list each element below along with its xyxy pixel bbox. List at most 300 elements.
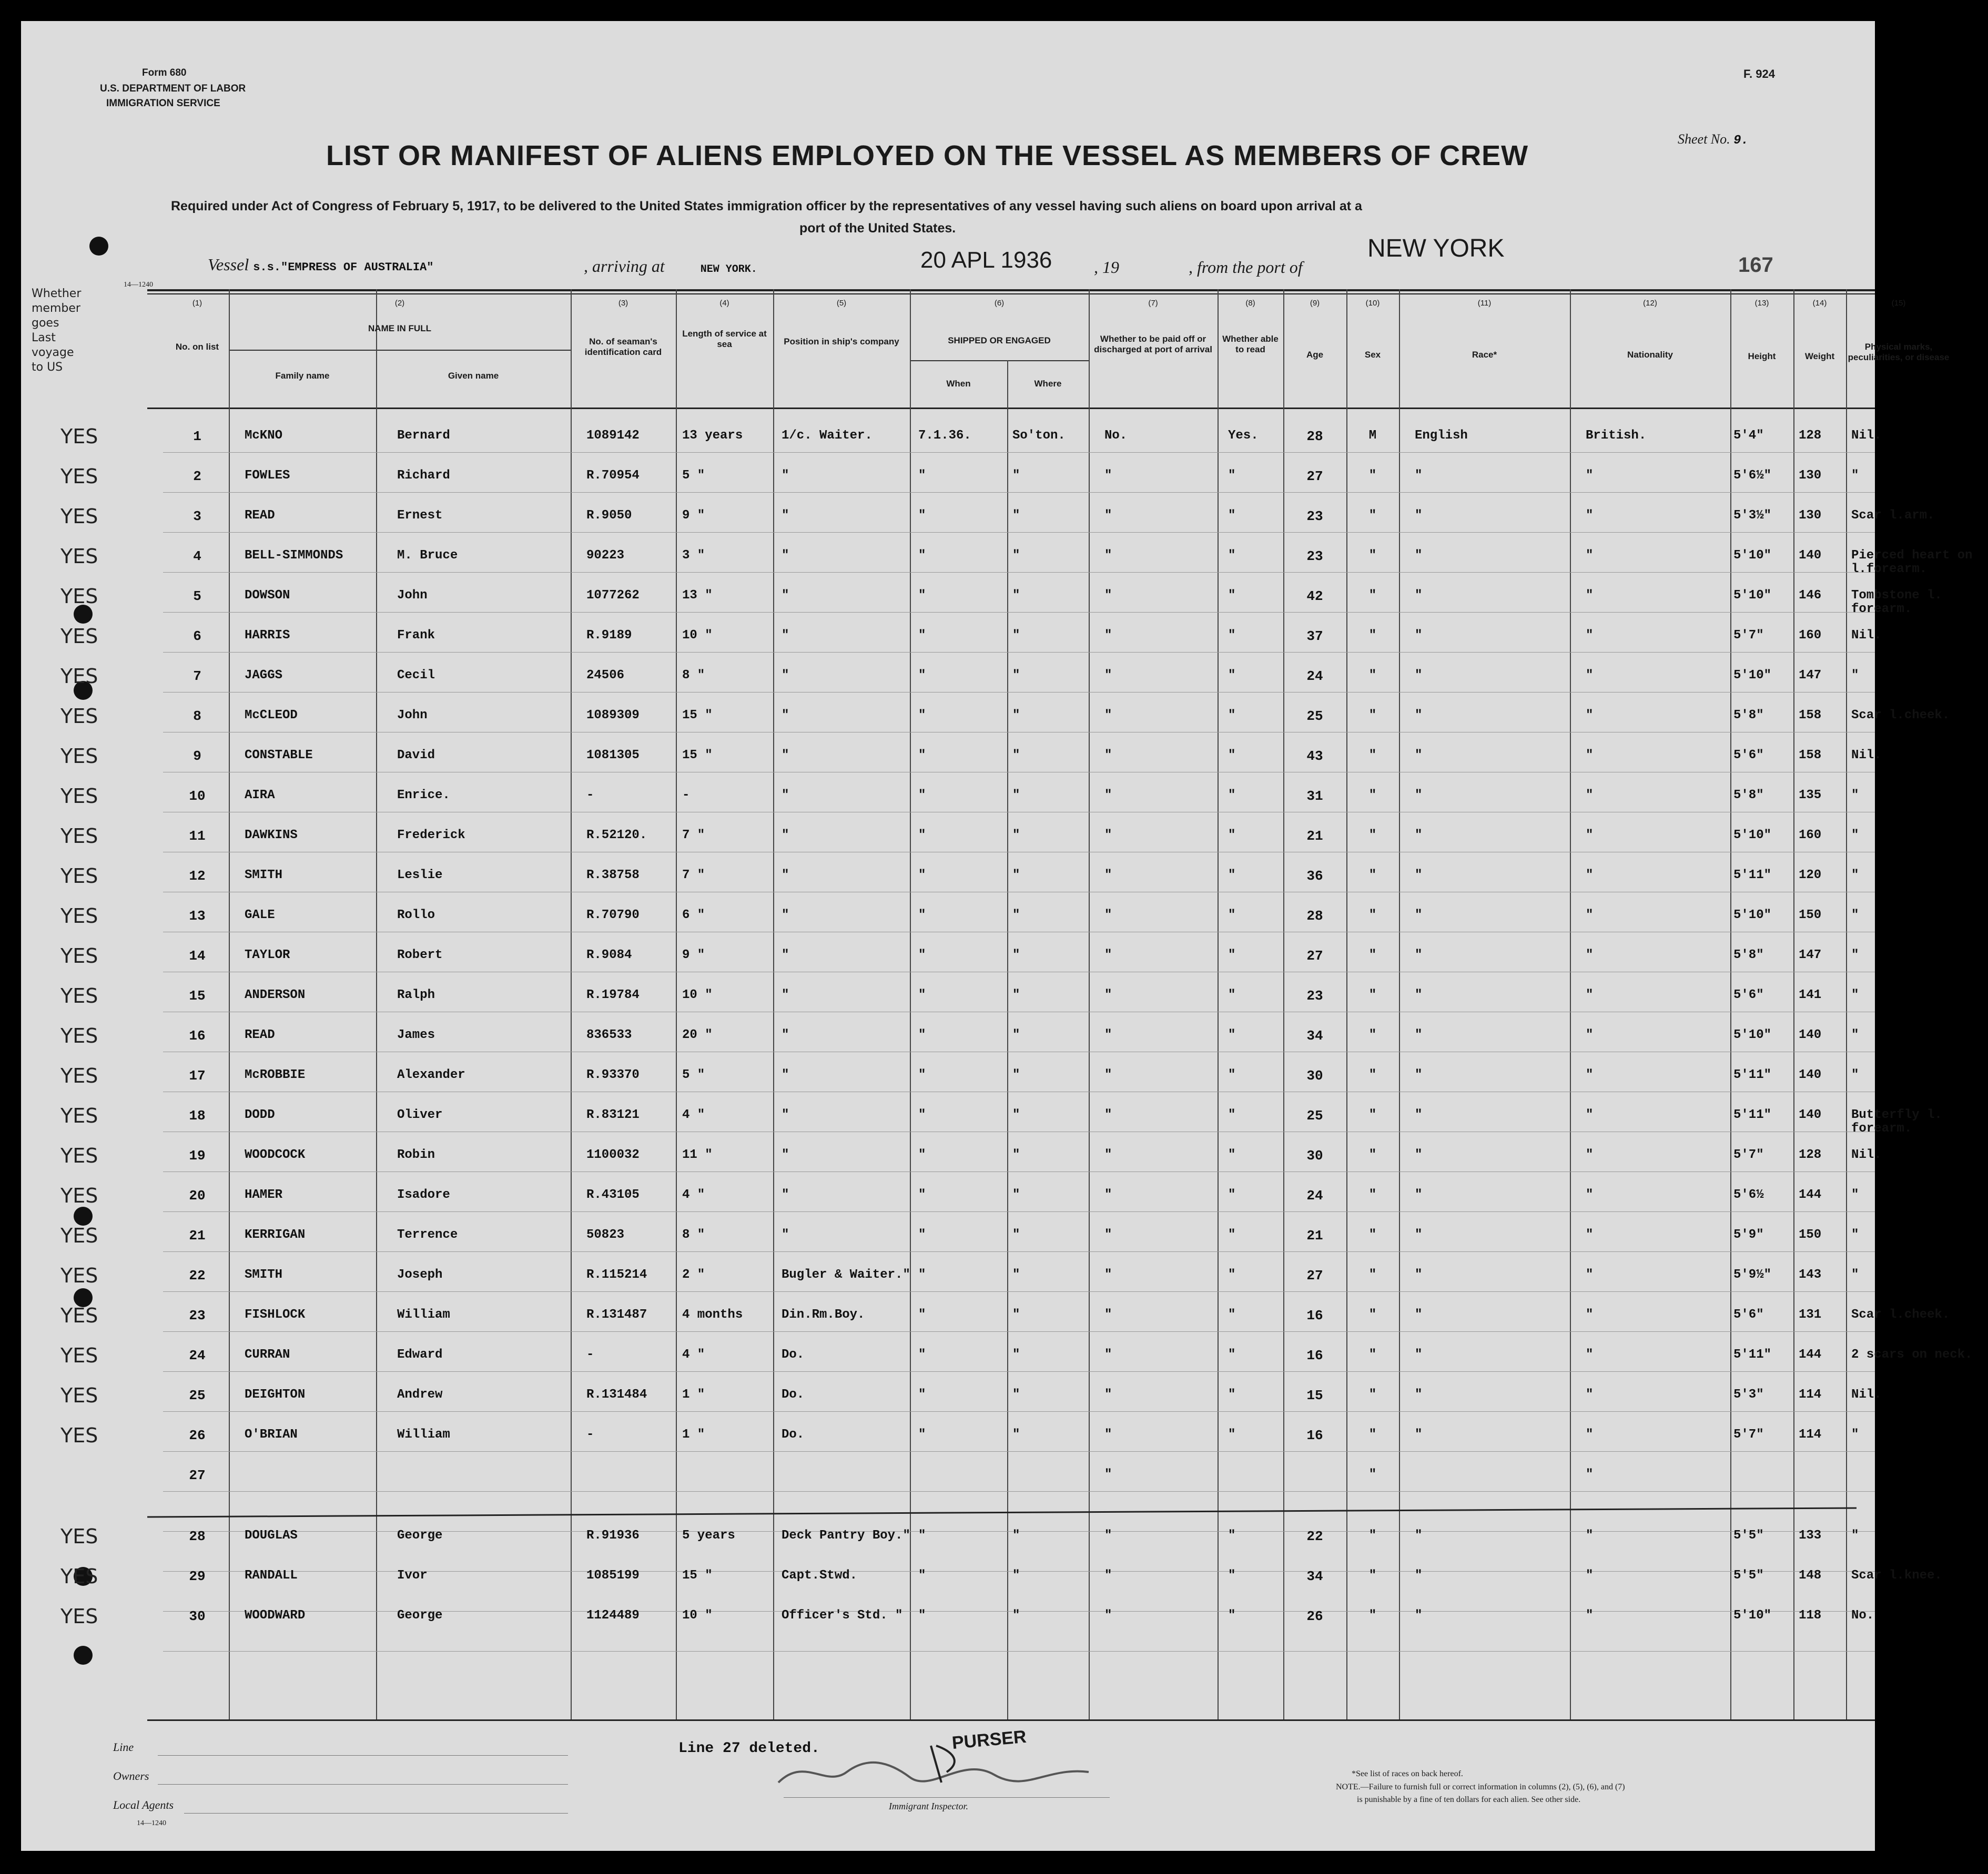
- cell-paid: ": [1104, 868, 1112, 882]
- cell-when: ": [918, 1569, 926, 1583]
- cell-age: 22: [1306, 1529, 1323, 1544]
- cell-len: 15 ": [682, 748, 713, 762]
- cell-len: 7 ": [682, 828, 705, 842]
- cell-nat: ": [1586, 988, 1594, 1002]
- cell-sex: ": [1368, 468, 1377, 483]
- cell-nat: ": [1586, 468, 1594, 483]
- table-row: [21, 1260, 1875, 1300]
- cell-race: ": [1415, 748, 1423, 762]
- cell-where: ": [1012, 508, 1020, 523]
- cell-n: 12: [189, 868, 206, 884]
- cell-when: ": [918, 668, 926, 683]
- cell-giv: William: [397, 1428, 450, 1442]
- cell-when: ": [918, 1348, 926, 1362]
- cell-marks: ": [1851, 908, 1859, 922]
- margin-note-line: member: [32, 302, 80, 315]
- column-header: Length of service at sea: [682, 329, 767, 349]
- cell-len: 8 ": [682, 1228, 705, 1242]
- cell-len: 15 ": [682, 708, 713, 722]
- cell-nat: ": [1586, 508, 1594, 523]
- column-number: (12): [1643, 299, 1657, 308]
- last-voyage-mark: YES: [60, 705, 98, 728]
- cell-giv: Ralph: [397, 988, 435, 1002]
- cell-marks: Nil.: [1851, 429, 1882, 443]
- cell-pos: ": [782, 708, 789, 722]
- last-voyage-mark: YES: [60, 505, 98, 528]
- cell-paid: ": [1104, 1348, 1112, 1362]
- cell-paid: ": [1104, 1428, 1112, 1442]
- cell-where: ": [1012, 1108, 1020, 1122]
- cell-ht: 5'10": [1733, 548, 1772, 563]
- cell-age: 16: [1306, 1308, 1323, 1323]
- cell-where: ": [1012, 668, 1020, 683]
- last-voyage-mark: YES: [60, 864, 98, 888]
- cell-len: 9 ": [682, 508, 705, 523]
- last-voyage-mark: YES: [60, 745, 98, 768]
- cell-when: ": [918, 1608, 926, 1623]
- cell-ht: 5'8": [1733, 708, 1764, 722]
- cell-sex: ": [1368, 588, 1377, 603]
- cell-marks: ": [1851, 1529, 1859, 1543]
- cell-age: 43: [1306, 748, 1323, 764]
- column-number: (13): [1754, 299, 1769, 308]
- cell-fam: SMITH: [245, 868, 283, 882]
- last-voyage-mark: YES: [60, 1304, 98, 1327]
- cell-wt: 150: [1799, 1228, 1822, 1242]
- cell-marks: ": [1851, 948, 1859, 962]
- cell-where: ": [1012, 1569, 1020, 1583]
- cell-race: English: [1415, 429, 1468, 443]
- cell-read: ": [1228, 1028, 1236, 1042]
- cell-fam: DEIGHTON: [245, 1388, 306, 1402]
- form-code: F. 924: [1743, 67, 1775, 80]
- cell-id: R.70790: [586, 908, 640, 922]
- cell-paid: ": [1104, 1228, 1112, 1242]
- cell-wt: 120: [1799, 868, 1822, 882]
- cell-giv: Edward: [397, 1348, 443, 1362]
- cell-age: 26: [1306, 1608, 1323, 1624]
- cell-ht: 5'6½: [1733, 1188, 1764, 1202]
- footer-rule: [158, 1755, 568, 1756]
- cell-giv: Frank: [397, 628, 435, 643]
- cell-id: 1085199: [586, 1569, 640, 1583]
- cell-id: R.43105: [586, 1188, 640, 1202]
- cell-pos: Capt.Stwd.: [782, 1569, 858, 1583]
- cell-id: R.9084: [586, 948, 632, 962]
- cell-race: ": [1415, 828, 1423, 842]
- table-row: [21, 1100, 1942, 1140]
- header-top-rule: [147, 293, 1875, 294]
- cell-len: 4 months: [682, 1308, 743, 1322]
- cell-n: 23: [189, 1308, 206, 1323]
- cell-read: ": [1228, 1188, 1236, 1202]
- cell-fam: McCLEOD: [245, 708, 298, 722]
- table-row: [21, 1340, 1973, 1380]
- cell-pos: ": [782, 548, 789, 563]
- cell-sex: ": [1368, 508, 1377, 523]
- cell-fam: O'BRIAN: [245, 1428, 298, 1442]
- cell-where: ": [1012, 788, 1020, 802]
- cell-where: ": [1012, 1388, 1020, 1402]
- column-header: Race*: [1472, 350, 1497, 360]
- cell-sex: ": [1368, 628, 1377, 643]
- table-row: [21, 780, 1875, 820]
- cell-race: ": [1415, 908, 1423, 922]
- cell-nat: ": [1586, 1228, 1594, 1242]
- cell-wt: 114: [1799, 1428, 1822, 1442]
- cell-marks: Nil.: [1851, 748, 1882, 762]
- cell-sex: ": [1368, 1228, 1377, 1242]
- table-row: [21, 940, 1875, 980]
- cell-wt: 141: [1799, 988, 1822, 1002]
- cell-giv: George: [397, 1529, 443, 1543]
- cell-pos: ": [782, 468, 789, 483]
- penalty-note-2: is punishable by a fine of ten dollars for each alien. See other side.: [1357, 1795, 1581, 1804]
- cell-id: R.19784: [586, 988, 640, 1002]
- cell-pos: Din.Rm.Boy.: [782, 1308, 865, 1322]
- cell-read: ": [1228, 1569, 1236, 1583]
- margin-note-line: Last: [32, 331, 56, 344]
- cell-paid: ": [1104, 1569, 1112, 1583]
- cell-len: 9 ": [682, 948, 705, 962]
- cell-paid: ": [1104, 1468, 1112, 1482]
- cell-giv: Cecil: [397, 668, 435, 683]
- cell-wt: 147: [1799, 668, 1822, 683]
- cell-age: 23: [1306, 988, 1323, 1004]
- cell-read: ": [1228, 508, 1236, 523]
- column-header: Physical marks, peculiarities, or disease: [1848, 342, 1950, 362]
- last-voyage-mark: YES: [60, 665, 98, 688]
- cell-ht: 5'5": [1733, 1529, 1764, 1543]
- cell-sex: ": [1368, 1348, 1377, 1362]
- cell-n: 22: [189, 1268, 206, 1284]
- cell-id: -: [586, 788, 594, 802]
- last-voyage-mark: YES: [60, 1264, 98, 1287]
- cell-pos: ": [782, 868, 789, 882]
- cell-ht: 5'10": [1733, 668, 1772, 683]
- cell-giv: Frederick: [397, 828, 465, 842]
- cell-n: 25: [189, 1388, 206, 1403]
- cell-read: ": [1228, 468, 1236, 483]
- cell-read: ": [1228, 1388, 1236, 1402]
- cell-age: 24: [1306, 668, 1323, 684]
- cell-age: 21: [1306, 828, 1323, 844]
- cell-when: ": [918, 1529, 926, 1543]
- year-label: , 19: [1094, 258, 1119, 277]
- table-row: [21, 1521, 1875, 1561]
- sheet-label: Sheet No.: [1678, 131, 1730, 147]
- cell-when: ": [918, 1068, 926, 1082]
- column-number: (9): [1310, 299, 1320, 308]
- cell-wt: 135: [1799, 788, 1822, 802]
- name-subheader-rule: [229, 350, 571, 351]
- cell-where: ": [1012, 868, 1020, 882]
- cell-age: 27: [1306, 1268, 1323, 1284]
- cell-wt: 133: [1799, 1529, 1822, 1543]
- cell-pos: ": [782, 1228, 789, 1242]
- line-27-strike: [147, 1507, 1857, 1517]
- cell-ht: 5'6": [1733, 748, 1764, 762]
- cell-nat: ": [1586, 788, 1594, 802]
- cell-paid: ": [1104, 908, 1112, 922]
- cell-giv: John: [397, 708, 428, 722]
- column-header: Weight: [1804, 351, 1835, 361]
- cell-n: 14: [189, 948, 206, 964]
- footer-agents-label: Local Agents: [113, 1798, 174, 1811]
- punch-hole: [74, 1646, 93, 1665]
- cell-pos: ": [782, 948, 789, 962]
- cell-fam: DOUGLAS: [245, 1529, 298, 1543]
- cell-sex: ": [1368, 668, 1377, 683]
- cell-id: R.70954: [586, 468, 640, 483]
- cell-read: ": [1228, 788, 1236, 802]
- cell-paid: ": [1104, 948, 1112, 962]
- cell-n: 26: [189, 1428, 206, 1443]
- cell-wt: 160: [1799, 828, 1822, 842]
- cell-len: 5 ": [682, 468, 705, 483]
- cell-id: 1089309: [586, 708, 640, 722]
- table-row: [21, 1380, 1882, 1420]
- cell-paid: ": [1104, 1108, 1112, 1122]
- cell-sex: ": [1368, 1388, 1377, 1402]
- cell-read: Yes.: [1228, 429, 1259, 443]
- cell-read: ": [1228, 748, 1236, 762]
- cell-when: ": [918, 628, 926, 643]
- cell-race: ": [1415, 1569, 1423, 1583]
- cell-where: ": [1012, 1268, 1020, 1282]
- cell-fam: FISHLOCK: [245, 1308, 306, 1322]
- cell-n: 18: [189, 1108, 206, 1124]
- cell-n: 20: [189, 1188, 206, 1204]
- cell-sex: ": [1368, 1068, 1377, 1082]
- races-note: *See list of races on back hereof.: [1352, 1769, 1463, 1778]
- cell-age: 16: [1306, 1428, 1323, 1443]
- cell-n: 17: [189, 1068, 206, 1084]
- cell-n: 15: [189, 988, 206, 1004]
- column-number: (2): [394, 299, 405, 308]
- last-voyage-mark: YES: [60, 1565, 98, 1588]
- cell-wt: 128: [1799, 429, 1822, 443]
- cell-nat: ": [1586, 1468, 1594, 1482]
- cell-age: 15: [1306, 1388, 1323, 1403]
- cell-paid: ": [1104, 1268, 1112, 1282]
- cell-when: ": [918, 708, 926, 722]
- cell-race: ": [1415, 788, 1423, 802]
- last-voyage-mark: YES: [60, 425, 98, 448]
- table-row: [21, 501, 1935, 541]
- cell-paid: ": [1104, 1529, 1112, 1543]
- cell-when: ": [918, 868, 926, 882]
- cell-marks: ": [1851, 1028, 1859, 1042]
- cell-nat: ": [1586, 1028, 1594, 1042]
- cell-nat: ": [1586, 1428, 1594, 1442]
- table-row: [21, 1180, 1875, 1220]
- punch-hole: [89, 237, 108, 256]
- cell-fam: SMITH: [245, 1268, 283, 1282]
- from-port: NEW YORK: [1367, 235, 1505, 262]
- cell-nat: ": [1586, 1348, 1594, 1362]
- cell-nat: ": [1586, 948, 1594, 962]
- cell-n: 9: [193, 748, 201, 764]
- column-header: No. on list: [175, 342, 219, 352]
- column-header: NAME IN FULL: [368, 323, 431, 333]
- cell-read: ": [1228, 1148, 1236, 1162]
- cell-nat: ": [1586, 1529, 1594, 1543]
- cell-id: R.9050: [586, 508, 632, 523]
- margin-note-line: voyage: [32, 346, 74, 359]
- from-label: , from the port of: [1189, 258, 1303, 277]
- cell-age: 28: [1306, 429, 1323, 444]
- column-header: Where: [1034, 379, 1062, 389]
- cell-id: R.93370: [586, 1068, 640, 1082]
- cell-marks: Butterfly l. forearm.: [1851, 1108, 1942, 1136]
- cell-race: ": [1415, 1068, 1423, 1082]
- table-row: [21, 700, 1950, 740]
- cell-fam: FOWLES: [245, 468, 290, 483]
- cell-race: ": [1415, 588, 1423, 603]
- cell-race: ": [1415, 1188, 1423, 1202]
- cell-wt: 150: [1799, 908, 1822, 922]
- cell-len: 10 ": [682, 988, 713, 1002]
- cell-when: ": [918, 1188, 926, 1202]
- table-row: [21, 1140, 1882, 1180]
- cell-ht: 5'10": [1733, 588, 1772, 603]
- cell-wt: 118: [1799, 1608, 1822, 1623]
- cell-where: ": [1012, 708, 1020, 722]
- cell-ht: 5'11": [1733, 1068, 1772, 1082]
- cell-giv: Robert: [397, 948, 443, 962]
- footer-rule: [184, 1813, 568, 1814]
- cell-ht: 5'8": [1733, 788, 1764, 802]
- cell-ht: 5'10": [1733, 908, 1772, 922]
- cell-read: ": [1228, 1108, 1236, 1122]
- cell-fam: TAYLOR: [245, 948, 290, 962]
- cell-giv: Alexander: [397, 1068, 465, 1082]
- cell-pos: Deck Pantry Boy.": [782, 1529, 910, 1543]
- cell-fam: READ: [245, 508, 275, 523]
- column-number: (7): [1148, 299, 1158, 308]
- cell-marks: ": [1851, 868, 1859, 882]
- cell-paid: No.: [1104, 429, 1128, 443]
- cell-id: R.9189: [586, 628, 632, 643]
- cell-giv: Richard: [397, 468, 450, 483]
- cell-when: ": [918, 1108, 926, 1122]
- cell-race: ": [1415, 1608, 1423, 1623]
- cell-id: -: [586, 1348, 594, 1362]
- cell-pos: Officer's Std. ": [782, 1608, 903, 1623]
- cell-pos: ": [782, 908, 789, 922]
- cell-len: 6 ": [682, 908, 705, 922]
- cell-when: ": [918, 988, 926, 1002]
- cell-paid: ": [1104, 828, 1112, 842]
- cell-age: 28: [1306, 908, 1323, 924]
- cell-where: ": [1012, 988, 1020, 1002]
- cell-nat: ": [1586, 628, 1594, 643]
- cell-pos: Do.: [782, 1348, 805, 1362]
- cell-giv: Rollo: [397, 908, 435, 922]
- cell-ht: 5'6": [1733, 988, 1764, 1002]
- cell-ht: 5'10": [1733, 828, 1772, 842]
- cell-paid: ": [1104, 468, 1112, 483]
- cell-sex: ": [1368, 868, 1377, 882]
- inspector-rule: [784, 1797, 1110, 1798]
- cell-marks: ": [1851, 988, 1859, 1002]
- cell-nat: ": [1586, 588, 1594, 603]
- cell-ht: 5'8": [1733, 948, 1764, 962]
- cell-race: ": [1415, 708, 1423, 722]
- cell-when: ": [918, 1148, 926, 1162]
- cell-fam: DAWKINS: [245, 828, 298, 842]
- last-voyage-mark: YES: [60, 1024, 98, 1047]
- table-row: [21, 1220, 1875, 1260]
- footer-rule: [158, 1784, 568, 1785]
- cell-sex: ": [1368, 1428, 1377, 1442]
- last-voyage-mark: YES: [60, 1525, 98, 1548]
- cell-marks: 2 scars on neck.: [1851, 1348, 1973, 1362]
- cell-giv: James: [397, 1028, 435, 1042]
- column-header: Age: [1306, 350, 1324, 360]
- cell-marks: ": [1851, 788, 1859, 802]
- cell-marks: Nil.: [1851, 1148, 1882, 1162]
- cell-race: ": [1415, 548, 1423, 563]
- cell-where: ": [1012, 1348, 1020, 1362]
- cell-len: 4 ": [682, 1108, 705, 1122]
- cell-fam: GALE: [245, 908, 275, 922]
- cell-n: 7: [193, 668, 201, 684]
- cell-giv: Enrice.: [397, 788, 450, 802]
- cell-marks: Scar l.arm.: [1851, 508, 1935, 523]
- cell-fam: DOWSON: [245, 588, 290, 603]
- cell-race: ": [1415, 1148, 1423, 1162]
- table-row: [21, 860, 1875, 900]
- cell-ht: 5'10": [1733, 1608, 1772, 1623]
- cell-id: -: [586, 1428, 594, 1442]
- cell-giv: Terrence: [397, 1228, 458, 1242]
- cell-when: 7.1.36.: [918, 429, 971, 443]
- cell-sex: ": [1368, 1308, 1377, 1322]
- cell-pos: 1/c. Waiter.: [782, 429, 873, 443]
- cell-fam: ANDERSON: [245, 988, 306, 1002]
- cell-sex: ": [1368, 828, 1377, 842]
- cell-id: 1077262: [586, 588, 640, 603]
- cell-ht: 5'3½": [1733, 508, 1772, 523]
- cell-sex: ": [1368, 1148, 1377, 1162]
- cell-n: 21: [189, 1228, 206, 1244]
- margin-note-line: Whether: [32, 287, 82, 300]
- cell-marks: ": [1851, 1268, 1859, 1282]
- cell-age: 25: [1306, 708, 1323, 724]
- cell-wt: 144: [1799, 1188, 1822, 1202]
- cell-read: ": [1228, 548, 1236, 563]
- cell-ht: 5'6": [1733, 1308, 1764, 1322]
- cell-giv: George: [397, 1608, 443, 1623]
- cell-age: 31: [1306, 788, 1323, 804]
- cell-len: 13 ": [682, 588, 713, 603]
- cell-paid: ": [1104, 1608, 1112, 1623]
- cell-when: ": [918, 748, 926, 762]
- cell-len: 20 ": [682, 1028, 713, 1042]
- cell-n: 30: [189, 1608, 206, 1624]
- cell-ht: 5'6½": [1733, 468, 1772, 483]
- cell-read: ": [1228, 1608, 1236, 1623]
- cell-pos: ": [782, 668, 789, 683]
- last-voyage-mark: YES: [60, 1424, 98, 1447]
- column-number: (3): [618, 299, 628, 308]
- cell-n: 28: [189, 1529, 206, 1544]
- cell-age: 27: [1306, 948, 1323, 964]
- header-bottom-rule: [147, 408, 1875, 409]
- cell-len: 5 years: [682, 1529, 735, 1543]
